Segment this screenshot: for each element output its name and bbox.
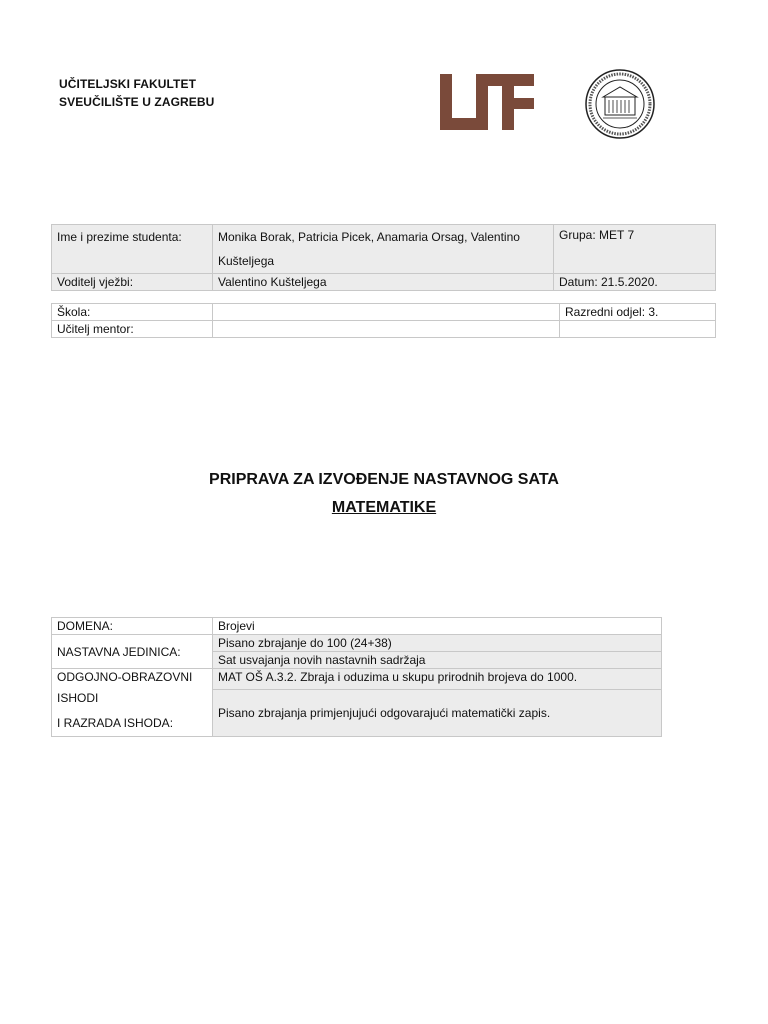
page-subtitle: MATEMATIKE [331, 499, 437, 516]
label-mentor: Učitelj mentor: [52, 321, 213, 338]
faculty-logo [440, 74, 536, 132]
mentor-value [213, 321, 560, 338]
lesson-table [51, 617, 662, 737]
label-school: Škola: [52, 304, 213, 321]
group-value: Grupa: MET 7 [554, 225, 716, 274]
empty-cell [560, 321, 716, 338]
student-info-table [51, 224, 716, 291]
label-outcomes [52, 669, 213, 737]
outcome-detail-value: Pisano zbrajanja primjenjujući odgovarajući matematički zapis. [213, 690, 662, 737]
students-names: Monika Borak, Patricia Picek, Anamaria Orsag, Valentino Kušteljega [213, 225, 554, 274]
school-info-table [51, 303, 716, 338]
label-domain: DOMENA: [52, 618, 213, 635]
outcomes-label-line3: I RAZRADA ISHODA: [57, 716, 174, 730]
page-title: PRIPRAVA ZA IZVOĐENJE NASTAVNOG SATA [209, 471, 559, 488]
class-value: Razredni odjel: 3. [560, 304, 716, 321]
leader-value: Valentino Kušteljega [213, 274, 554, 291]
outcomes-label-line1: ODGOJNO-OBRAZOVNI [57, 670, 193, 684]
unit-type-value: Sat usvajanja novih nastavnih sadržaja [213, 652, 662, 669]
unit-value: Pisano zbrajanje do 100 (24+38) [213, 635, 662, 652]
university-seal [585, 69, 655, 139]
university-name: SVEUČILIŠTE U ZAGREBU [59, 95, 215, 109]
domain-value: Brojevi [213, 618, 662, 635]
label-unit: NASTAVNA JEDINICA: [52, 635, 213, 669]
outcomes-label-line2: ISHODI [57, 691, 99, 705]
outcome-value: MAT OŠ A.3.2. Zbraja i oduzima u skupu prirodnih brojeva do 1000. [213, 669, 662, 690]
label-leader: Voditelj vježbi: [52, 274, 213, 291]
label-students: Ime i prezime studenta: [52, 225, 213, 274]
faculty-header [59, 75, 214, 111]
school-value [213, 304, 560, 321]
faculty-name: UČITELJSKI FAKULTET [59, 77, 197, 91]
date-value: Datum: 21.5.2020. [554, 274, 716, 291]
